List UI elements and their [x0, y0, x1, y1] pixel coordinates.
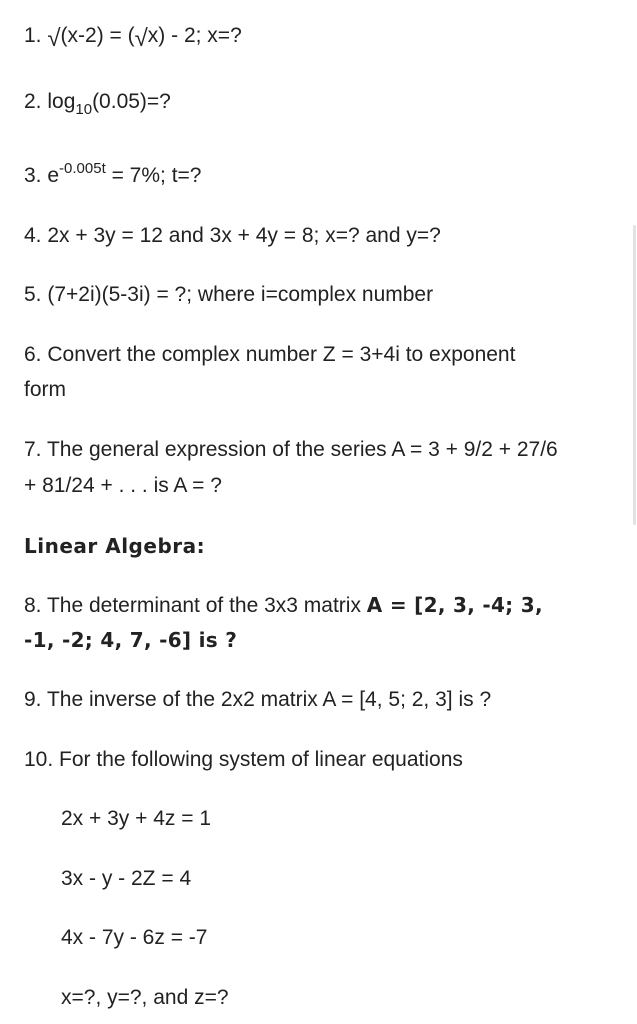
- equation-3: 4x - 7y - 6z = -7: [61, 926, 208, 949]
- equation-question: x=?, y=?, and z=?: [61, 986, 229, 1009]
- exponent: -0.005t: [59, 160, 106, 177]
- question-6-line-2: form: [24, 378, 66, 401]
- question-6-line-1: 6. Convert the complex number Z = 3+4i to exponent: [24, 343, 516, 366]
- question-8-line-2: -1, -2; 4, 7, -6] is ?: [24, 628, 238, 652]
- question-3: [24, 158, 201, 196]
- sqrt-symbol-2: √: [134, 25, 148, 52]
- question-2: [24, 84, 171, 122]
- question-8-part-a: 8. The determinant of the 3x3 matrix: [24, 594, 367, 617]
- question-2-part-b: (0.05)=?: [92, 90, 171, 113]
- question-3-part-b: = 7%; t=?: [105, 164, 202, 187]
- scrollbar[interactable]: [633, 225, 636, 525]
- question-1-part-a: (x-2) = (: [60, 24, 135, 47]
- question-9: 9. The inverse of the 2x2 matrix A = [4, 5; 2, 3] is ?: [24, 688, 492, 711]
- question-4: 4. 2x + 3y = 12 and 3x + 4y = 8; x=? and y=?: [24, 224, 441, 247]
- log-base: 10: [75, 101, 93, 118]
- question-1-part-b: x) - 2; x=?: [147, 24, 242, 47]
- equation-1: 2x + 3y + 4z = 1: [61, 807, 212, 830]
- question-1: [24, 18, 242, 54]
- question-7-line-1: 7. The general expression of the series A = 3 + 9/2 + 27/6: [24, 438, 558, 461]
- question-1-number: 1.: [24, 24, 42, 47]
- question-10: 10. For the following system of linear equations: [24, 748, 463, 771]
- question-2-part-a: 2. log: [24, 90, 76, 113]
- question-8-matrix: A = [2, 3, -4; 3,: [366, 593, 543, 617]
- question-3-part-a: 3. e: [24, 164, 60, 187]
- question-8-line-1: [24, 587, 543, 624]
- question-5: 5. (7+2i)(5-3i) = ?; where i=complex number: [24, 283, 434, 306]
- equation-2: 3x - y - 2Z = 4: [61, 867, 192, 890]
- sqrt-symbol: √: [47, 25, 61, 52]
- section-heading: Linear Algebra:: [24, 534, 206, 558]
- question-7-line-2: + 81/24 + . . . is A = ?: [24, 474, 222, 497]
